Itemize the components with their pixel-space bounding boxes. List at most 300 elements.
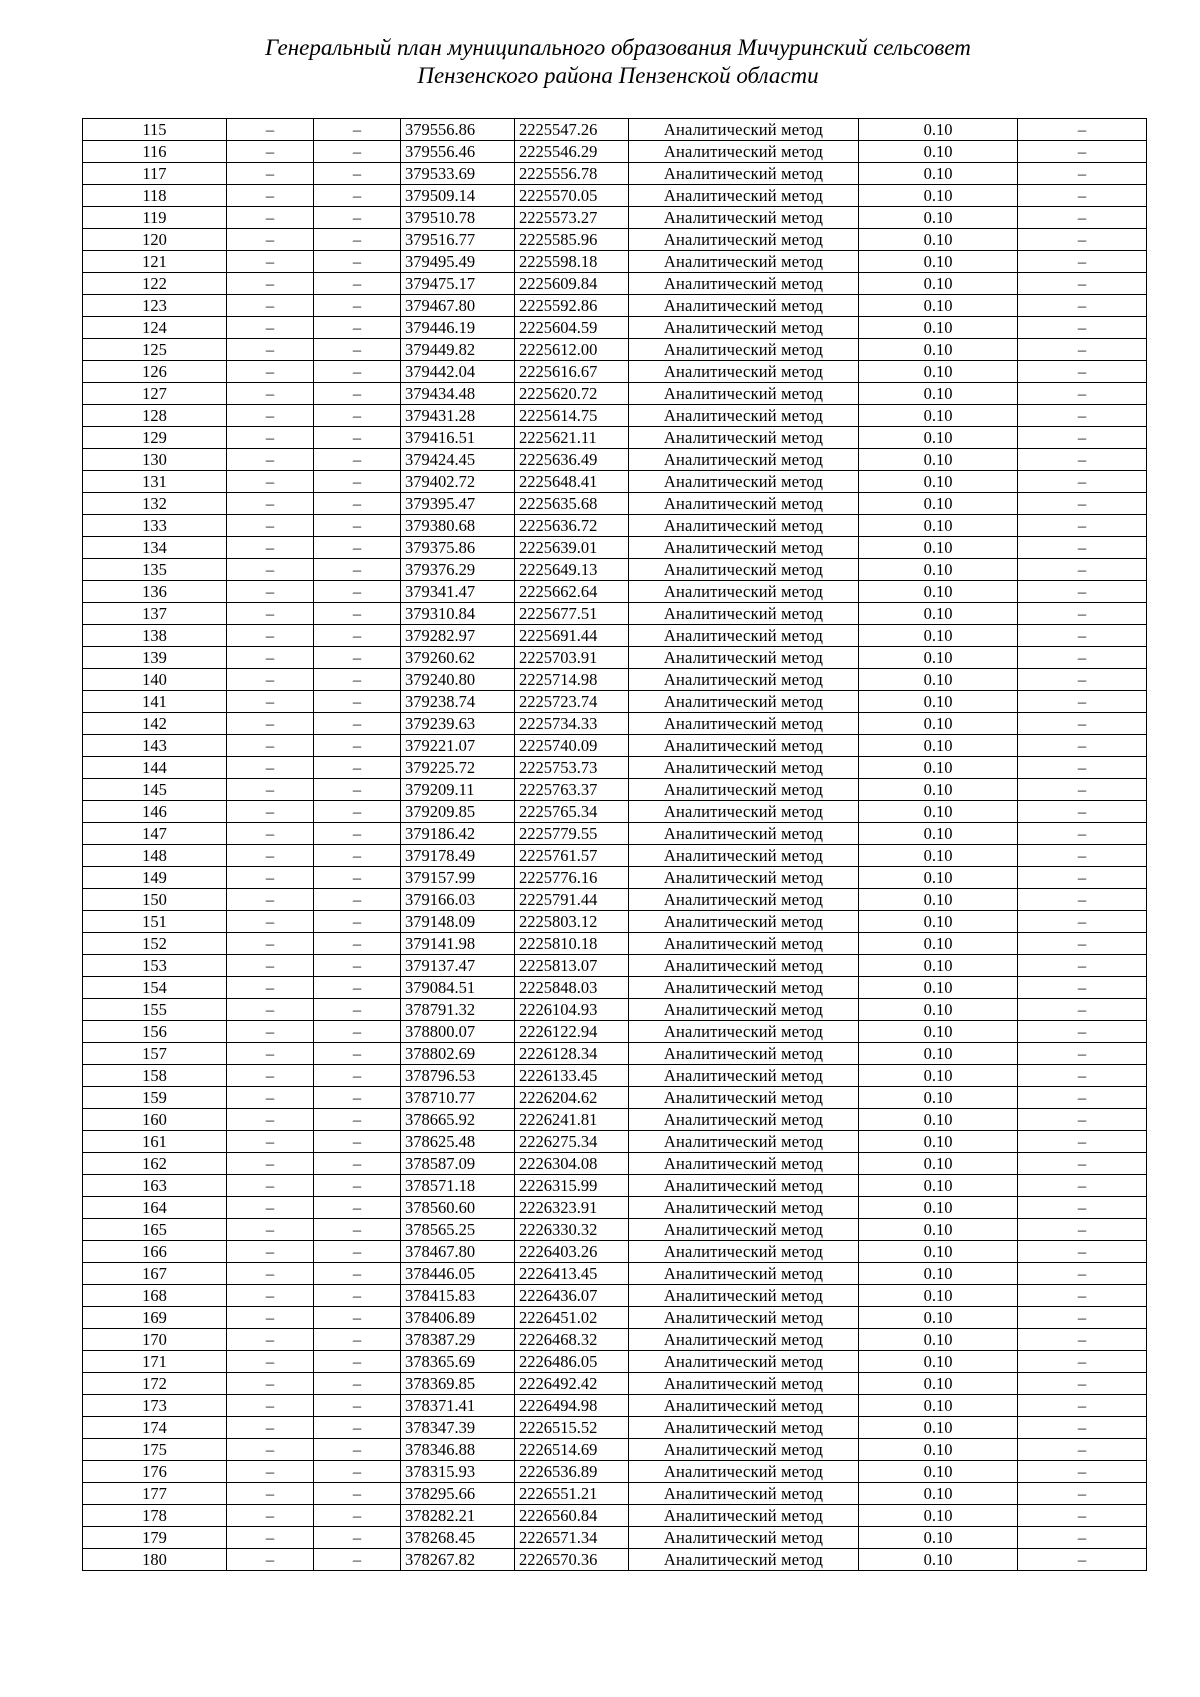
description-cell: – [1018, 361, 1147, 383]
x-coordinate-cell: 379221.07 [401, 735, 515, 757]
method-cell: Аналитический метод [629, 1109, 859, 1131]
table-row [83, 1197, 1147, 1219]
method-cell: Аналитический метод [629, 955, 859, 977]
old-y-cell: – [314, 1065, 401, 1087]
description-cell: – [1018, 845, 1147, 867]
method-cell: Аналитический метод [629, 757, 859, 779]
old-y-cell: – [314, 251, 401, 273]
table-row [83, 141, 1147, 163]
point-number-cell: 124 [83, 317, 227, 339]
old-y-cell: – [314, 1263, 401, 1285]
x-coordinate-cell: 378268.45 [401, 1527, 515, 1549]
table-row [83, 1483, 1147, 1505]
accuracy-cell: 0.10 [859, 581, 1018, 603]
old-y-cell: – [314, 1439, 401, 1461]
table-row [83, 845, 1147, 867]
point-number-cell: 129 [83, 427, 227, 449]
old-y-cell: – [314, 1109, 401, 1131]
method-cell: Аналитический метод [629, 383, 859, 405]
method-cell: Аналитический метод [629, 933, 859, 955]
description-cell: – [1018, 405, 1147, 427]
accuracy-cell: 0.10 [859, 229, 1018, 251]
old-x-cell: – [227, 471, 314, 493]
method-cell: Аналитический метод [629, 1263, 859, 1285]
accuracy-cell: 0.10 [859, 295, 1018, 317]
old-y-cell: – [314, 823, 401, 845]
point-number-cell: 141 [83, 691, 227, 713]
y-coordinate-cell: 2225763.37 [515, 779, 629, 801]
method-cell: Аналитический метод [629, 1087, 859, 1109]
x-coordinate-cell: 378800.07 [401, 1021, 515, 1043]
accuracy-cell: 0.10 [859, 449, 1018, 471]
table-row [83, 1417, 1147, 1439]
y-coordinate-cell: 2225703.91 [515, 647, 629, 669]
old-y-cell: – [314, 1505, 401, 1527]
accuracy-cell: 0.10 [859, 1395, 1018, 1417]
y-coordinate-cell: 2226133.45 [515, 1065, 629, 1087]
old-x-cell: – [227, 823, 314, 845]
point-number-cell: 121 [83, 251, 227, 273]
old-y-cell: – [314, 999, 401, 1021]
point-number-cell: 180 [83, 1549, 227, 1571]
y-coordinate-cell: 2226330.32 [515, 1219, 629, 1241]
description-cell: – [1018, 185, 1147, 207]
old-x-cell: – [227, 1373, 314, 1395]
old-y-cell: – [314, 1219, 401, 1241]
table-row [83, 757, 1147, 779]
x-coordinate-cell: 379225.72 [401, 757, 515, 779]
accuracy-cell: 0.10 [859, 1109, 1018, 1131]
table-row [83, 1263, 1147, 1285]
x-coordinate-cell: 379380.68 [401, 515, 515, 537]
point-number-cell: 170 [83, 1329, 227, 1351]
table-row [83, 933, 1147, 955]
method-cell: Аналитический метод [629, 339, 859, 361]
table-row [83, 669, 1147, 691]
x-coordinate-cell: 379341.47 [401, 581, 515, 603]
old-y-cell: – [314, 867, 401, 889]
table-row [83, 295, 1147, 317]
point-number-cell: 148 [83, 845, 227, 867]
description-cell: – [1018, 977, 1147, 999]
point-number-cell: 171 [83, 1351, 227, 1373]
description-cell: – [1018, 493, 1147, 515]
table-body [83, 119, 1147, 1571]
x-coordinate-cell: 379157.99 [401, 867, 515, 889]
x-coordinate-cell: 378387.29 [401, 1329, 515, 1351]
old-y-cell: – [314, 273, 401, 295]
old-x-cell: – [227, 603, 314, 625]
method-cell: Аналитический метод [629, 1505, 859, 1527]
accuracy-cell: 0.10 [859, 603, 1018, 625]
description-cell: – [1018, 1197, 1147, 1219]
old-y-cell: – [314, 713, 401, 735]
x-coordinate-cell: 379431.28 [401, 405, 515, 427]
x-coordinate-cell: 379084.51 [401, 977, 515, 999]
point-number-cell: 176 [83, 1461, 227, 1483]
table-row [83, 1285, 1147, 1307]
description-cell: – [1018, 999, 1147, 1021]
accuracy-cell: 0.10 [859, 383, 1018, 405]
y-coordinate-cell: 2225765.34 [515, 801, 629, 823]
x-coordinate-cell: 379375.86 [401, 537, 515, 559]
accuracy-cell: 0.10 [859, 1263, 1018, 1285]
table-row [83, 713, 1147, 735]
accuracy-cell: 0.10 [859, 647, 1018, 669]
accuracy-cell: 0.10 [859, 1087, 1018, 1109]
x-coordinate-cell: 379509.14 [401, 185, 515, 207]
y-coordinate-cell: 2226468.32 [515, 1329, 629, 1351]
description-cell: – [1018, 251, 1147, 273]
point-number-cell: 144 [83, 757, 227, 779]
x-coordinate-cell: 379260.62 [401, 647, 515, 669]
old-x-cell: – [227, 1043, 314, 1065]
point-number-cell: 130 [83, 449, 227, 471]
y-coordinate-cell: 2226204.62 [515, 1087, 629, 1109]
old-y-cell: – [314, 911, 401, 933]
accuracy-cell: 0.10 [859, 119, 1018, 141]
old-y-cell: – [314, 185, 401, 207]
old-x-cell: – [227, 581, 314, 603]
method-cell: Аналитический метод [629, 1483, 859, 1505]
method-cell: Аналитический метод [629, 603, 859, 625]
method-cell: Аналитический метод [629, 1065, 859, 1087]
old-y-cell: – [314, 1483, 401, 1505]
description-cell: – [1018, 1549, 1147, 1571]
accuracy-cell: 0.10 [859, 273, 1018, 295]
accuracy-cell: 0.10 [859, 207, 1018, 229]
old-x-cell: – [227, 449, 314, 471]
table-row [83, 1373, 1147, 1395]
point-number-cell: 140 [83, 669, 227, 691]
table-row [83, 493, 1147, 515]
old-x-cell: – [227, 1461, 314, 1483]
method-cell: Аналитический метод [629, 977, 859, 999]
description-cell: – [1018, 889, 1147, 911]
description-cell: – [1018, 1285, 1147, 1307]
accuracy-cell: 0.10 [859, 1043, 1018, 1065]
x-coordinate-cell: 379467.80 [401, 295, 515, 317]
description-cell: – [1018, 801, 1147, 823]
old-x-cell: – [227, 1329, 314, 1351]
x-coordinate-cell: 378406.89 [401, 1307, 515, 1329]
old-x-cell: – [227, 1285, 314, 1307]
description-cell: – [1018, 1131, 1147, 1153]
y-coordinate-cell: 2225813.07 [515, 955, 629, 977]
header-line-1: Генеральный план муниципального образования Мичуринский сельсовет [265, 35, 971, 60]
point-number-cell: 164 [83, 1197, 227, 1219]
old-x-cell: – [227, 1241, 314, 1263]
y-coordinate-cell: 2226403.26 [515, 1241, 629, 1263]
old-y-cell: – [314, 559, 401, 581]
table-row [83, 559, 1147, 581]
old-y-cell: – [314, 1461, 401, 1483]
table-row [83, 163, 1147, 185]
old-x-cell: – [227, 999, 314, 1021]
table-row [83, 1065, 1147, 1087]
accuracy-cell: 0.10 [859, 625, 1018, 647]
method-cell: Аналитический метод [629, 1241, 859, 1263]
y-coordinate-cell: 2225612.00 [515, 339, 629, 361]
point-number-cell: 152 [83, 933, 227, 955]
x-coordinate-cell: 379141.98 [401, 933, 515, 955]
method-cell: Аналитический метод [629, 1043, 859, 1065]
point-number-cell: 169 [83, 1307, 227, 1329]
accuracy-cell: 0.10 [859, 1175, 1018, 1197]
old-x-cell: – [227, 251, 314, 273]
description-cell: – [1018, 1021, 1147, 1043]
method-cell: Аналитический метод [629, 735, 859, 757]
old-y-cell: – [314, 405, 401, 427]
old-x-cell: – [227, 1175, 314, 1197]
accuracy-cell: 0.10 [859, 405, 1018, 427]
old-y-cell: – [314, 1329, 401, 1351]
point-number-cell: 159 [83, 1087, 227, 1109]
y-coordinate-cell: 2225734.33 [515, 713, 629, 735]
x-coordinate-cell: 379238.74 [401, 691, 515, 713]
method-cell: Аналитический метод [629, 163, 859, 185]
method-cell: Аналитический метод [629, 867, 859, 889]
table-row [83, 1087, 1147, 1109]
description-cell: – [1018, 1087, 1147, 1109]
table-row [83, 1175, 1147, 1197]
point-number-cell: 132 [83, 493, 227, 515]
x-coordinate-cell: 378365.69 [401, 1351, 515, 1373]
method-cell: Аналитический метод [629, 889, 859, 911]
point-number-cell: 147 [83, 823, 227, 845]
coordinates-table [82, 118, 1147, 1571]
method-cell: Аналитический метод [629, 361, 859, 383]
description-cell: – [1018, 1483, 1147, 1505]
accuracy-cell: 0.10 [859, 163, 1018, 185]
description-cell: – [1018, 1373, 1147, 1395]
method-cell: Аналитический метод [629, 185, 859, 207]
table-row [83, 229, 1147, 251]
accuracy-cell: 0.10 [859, 977, 1018, 999]
point-number-cell: 177 [83, 1483, 227, 1505]
accuracy-cell: 0.10 [859, 1285, 1018, 1307]
description-cell: – [1018, 1263, 1147, 1285]
description-cell: – [1018, 933, 1147, 955]
table-row [83, 207, 1147, 229]
method-cell: Аналитический метод [629, 119, 859, 141]
accuracy-cell: 0.10 [859, 999, 1018, 1021]
point-number-cell: 137 [83, 603, 227, 625]
description-cell: – [1018, 559, 1147, 581]
old-y-cell: – [314, 933, 401, 955]
point-number-cell: 119 [83, 207, 227, 229]
point-number-cell: 168 [83, 1285, 227, 1307]
method-cell: Аналитический метод [629, 999, 859, 1021]
old-x-cell: – [227, 647, 314, 669]
x-coordinate-cell: 379442.04 [401, 361, 515, 383]
x-coordinate-cell: 378467.80 [401, 1241, 515, 1263]
old-x-cell: – [227, 889, 314, 911]
point-number-cell: 165 [83, 1219, 227, 1241]
description-cell: – [1018, 383, 1147, 405]
point-number-cell: 153 [83, 955, 227, 977]
x-coordinate-cell: 379310.84 [401, 603, 515, 625]
method-cell: Аналитический метод [629, 1021, 859, 1043]
point-number-cell: 149 [83, 867, 227, 889]
table-row [83, 1219, 1147, 1241]
point-number-cell: 161 [83, 1131, 227, 1153]
old-x-cell: – [227, 515, 314, 537]
accuracy-cell: 0.10 [859, 317, 1018, 339]
description-cell: – [1018, 1241, 1147, 1263]
old-y-cell: – [314, 515, 401, 537]
old-x-cell: – [227, 537, 314, 559]
point-number-cell: 154 [83, 977, 227, 999]
table-row [83, 449, 1147, 471]
method-cell: Аналитический метод [629, 1307, 859, 1329]
table-row [83, 251, 1147, 273]
description-cell: – [1018, 955, 1147, 977]
point-number-cell: 115 [83, 119, 227, 141]
old-y-cell: – [314, 141, 401, 163]
accuracy-cell: 0.10 [859, 757, 1018, 779]
x-coordinate-cell: 378295.66 [401, 1483, 515, 1505]
description-cell: – [1018, 581, 1147, 603]
method-cell: Аналитический метод [629, 559, 859, 581]
x-coordinate-cell: 379449.82 [401, 339, 515, 361]
accuracy-cell: 0.10 [859, 1307, 1018, 1329]
point-number-cell: 136 [83, 581, 227, 603]
description-cell: – [1018, 625, 1147, 647]
y-coordinate-cell: 2225639.01 [515, 537, 629, 559]
accuracy-cell: 0.10 [859, 471, 1018, 493]
point-number-cell: 179 [83, 1527, 227, 1549]
method-cell: Аналитический метод [629, 1329, 859, 1351]
point-number-cell: 150 [83, 889, 227, 911]
x-coordinate-cell: 378665.92 [401, 1109, 515, 1131]
method-cell: Аналитический метод [629, 427, 859, 449]
description-cell: – [1018, 1329, 1147, 1351]
y-coordinate-cell: 2225662.64 [515, 581, 629, 603]
y-coordinate-cell: 2225592.86 [515, 295, 629, 317]
old-x-cell: – [227, 1439, 314, 1461]
y-coordinate-cell: 2225585.96 [515, 229, 629, 251]
point-number-cell: 139 [83, 647, 227, 669]
old-x-cell: – [227, 757, 314, 779]
method-cell: Аналитический метод [629, 691, 859, 713]
description-cell: – [1018, 691, 1147, 713]
x-coordinate-cell: 379240.80 [401, 669, 515, 691]
accuracy-cell: 0.10 [859, 1329, 1018, 1351]
table-row [83, 1461, 1147, 1483]
old-x-cell: – [227, 185, 314, 207]
old-y-cell: – [314, 757, 401, 779]
document-header [0, 34, 1200, 90]
old-y-cell: – [314, 229, 401, 251]
method-cell: Аналитический метод [629, 141, 859, 163]
description-cell: – [1018, 295, 1147, 317]
accuracy-cell: 0.10 [859, 559, 1018, 581]
description-cell: – [1018, 1219, 1147, 1241]
old-y-cell: – [314, 1373, 401, 1395]
description-cell: – [1018, 163, 1147, 185]
accuracy-cell: 0.10 [859, 339, 1018, 361]
y-coordinate-cell: 2225636.72 [515, 515, 629, 537]
x-coordinate-cell: 379148.09 [401, 911, 515, 933]
old-y-cell: – [314, 471, 401, 493]
table-row [83, 405, 1147, 427]
point-number-cell: 174 [83, 1417, 227, 1439]
accuracy-cell: 0.10 [859, 493, 1018, 515]
description-cell: – [1018, 1527, 1147, 1549]
table-row [83, 581, 1147, 603]
description-cell: – [1018, 647, 1147, 669]
old-y-cell: – [314, 647, 401, 669]
method-cell: Аналитический метод [629, 471, 859, 493]
old-x-cell: – [227, 1351, 314, 1373]
method-cell: Аналитический метод [629, 515, 859, 537]
x-coordinate-cell: 379178.49 [401, 845, 515, 867]
point-number-cell: 156 [83, 1021, 227, 1043]
old-x-cell: – [227, 559, 314, 581]
old-y-cell: – [314, 801, 401, 823]
x-coordinate-cell: 378625.48 [401, 1131, 515, 1153]
old-x-cell: – [227, 405, 314, 427]
point-number-cell: 172 [83, 1373, 227, 1395]
method-cell: Аналитический метод [629, 823, 859, 845]
description-cell: – [1018, 713, 1147, 735]
description-cell: – [1018, 317, 1147, 339]
old-x-cell: – [227, 141, 314, 163]
old-x-cell: – [227, 207, 314, 229]
x-coordinate-cell: 379424.45 [401, 449, 515, 471]
old-y-cell: – [314, 1175, 401, 1197]
old-y-cell: – [314, 1043, 401, 1065]
x-coordinate-cell: 379446.19 [401, 317, 515, 339]
x-coordinate-cell: 379510.78 [401, 207, 515, 229]
y-coordinate-cell: 2226241.81 [515, 1109, 629, 1131]
x-coordinate-cell: 379239.63 [401, 713, 515, 735]
y-coordinate-cell: 2226486.05 [515, 1351, 629, 1373]
old-x-cell: – [227, 317, 314, 339]
y-coordinate-cell: 2226570.36 [515, 1549, 629, 1571]
description-cell: – [1018, 427, 1147, 449]
y-coordinate-cell: 2225648.41 [515, 471, 629, 493]
method-cell: Аналитический метод [629, 669, 859, 691]
accuracy-cell: 0.10 [859, 933, 1018, 955]
y-coordinate-cell: 2226128.34 [515, 1043, 629, 1065]
y-coordinate-cell: 2226492.42 [515, 1373, 629, 1395]
table-row [83, 185, 1147, 207]
x-coordinate-cell: 378565.25 [401, 1219, 515, 1241]
old-y-cell: – [314, 1197, 401, 1219]
x-coordinate-cell: 378346.88 [401, 1439, 515, 1461]
old-x-cell: – [227, 1153, 314, 1175]
old-y-cell: – [314, 1307, 401, 1329]
table-row [83, 339, 1147, 361]
method-cell: Аналитический метод [629, 493, 859, 515]
old-x-cell: – [227, 977, 314, 999]
old-y-cell: – [314, 1417, 401, 1439]
x-coordinate-cell: 379516.77 [401, 229, 515, 251]
accuracy-cell: 0.10 [859, 1351, 1018, 1373]
old-y-cell: – [314, 1241, 401, 1263]
y-coordinate-cell: 2225723.74 [515, 691, 629, 713]
accuracy-cell: 0.10 [859, 1439, 1018, 1461]
y-coordinate-cell: 2226323.91 [515, 1197, 629, 1219]
old-x-cell: – [227, 361, 314, 383]
description-cell: – [1018, 141, 1147, 163]
accuracy-cell: 0.10 [859, 251, 1018, 273]
x-coordinate-cell: 379282.97 [401, 625, 515, 647]
y-coordinate-cell: 2225598.18 [515, 251, 629, 273]
point-number-cell: 160 [83, 1109, 227, 1131]
